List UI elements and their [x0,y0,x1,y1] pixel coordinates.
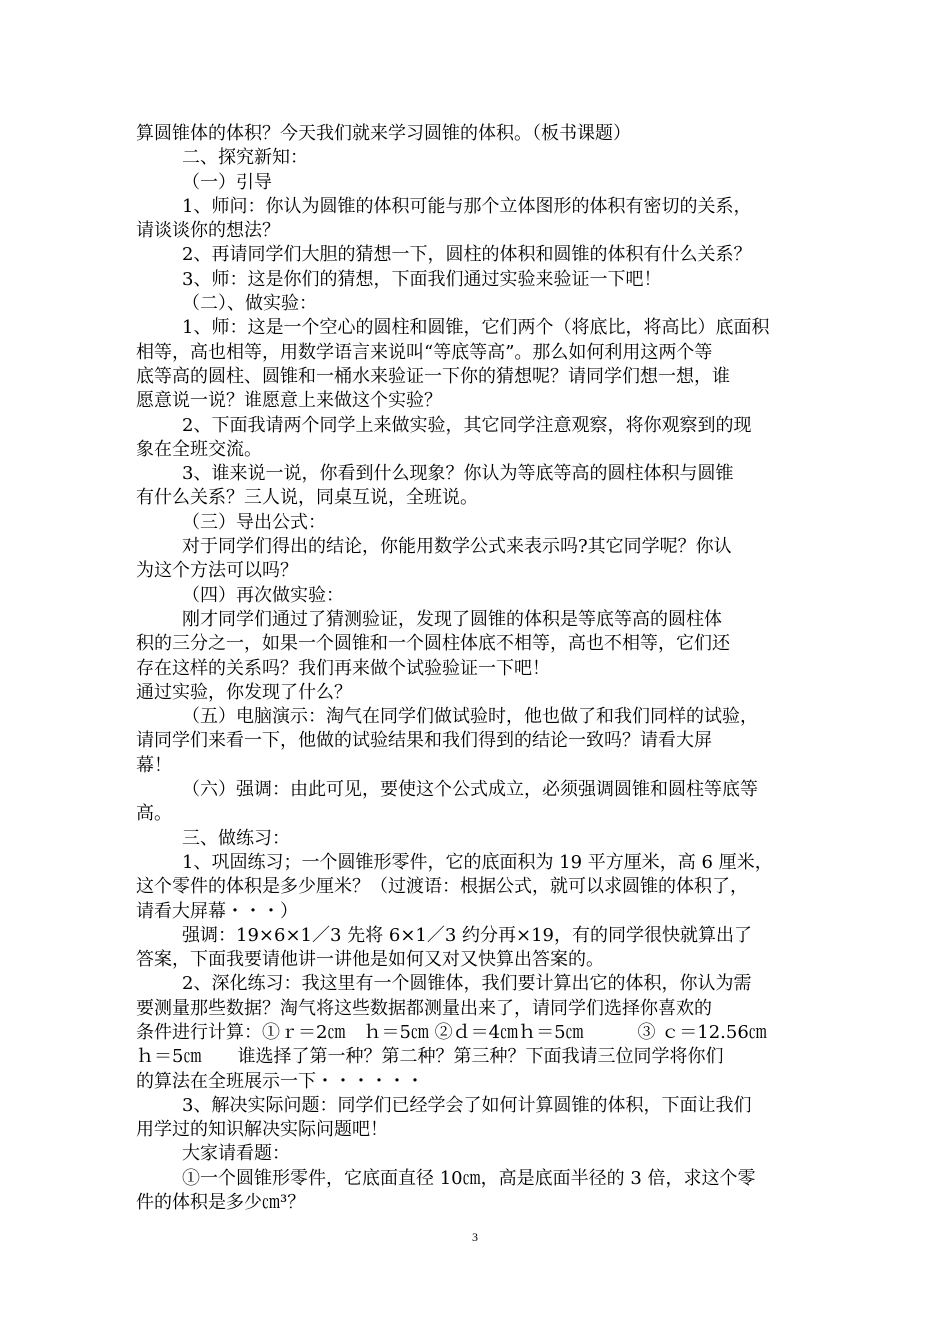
text-line: 用学过的知识解决实际问题吧！ [136,1119,388,1141]
text-line: 请看大屏幕・・・） [136,900,298,922]
subsection-heading: （四）再次做实验： [182,584,344,606]
text-line: 2、再请同学们大胆的猜想一下，圆柱的体积和圆锥的体积有什么关系？ [182,244,752,266]
text-line: 的算法在全班展示一下・・・・・・ [136,1070,424,1092]
text-line: 3、解决实际问题：同学们已经学会了如何计算圆锥的体积，下面让我们 [182,1094,752,1116]
text-line: 3、师：这是你们的猜想，下面我们通过实验来验证一下吧！ [182,268,662,290]
text-line: 3、谁来说一说，你看到什么现象？你认为等底等高的圆柱体积与圆锥 [182,463,734,485]
text-line: 刚才同学们通过了猜测验证，发现了圆锥的体积是等底等高的圆柱体 [182,608,722,630]
text-line: 件的体积是多少㎝³？ [136,1192,306,1214]
text-line: ①一个圆锥形零件，它底面直径 10㎝，高是底面半径的 3 倍，求这个零 [182,1167,756,1189]
text-line: 算圆锥体的体积？今天我们就来学习圆锥的体积。（板书课题） [136,123,631,144]
text-line: 强调：19×6×1／3 先将 6×1／3 约分再×19，有的同学很快就算出了 [182,924,753,946]
text-line: 大家请看题： [182,1143,290,1165]
text-line: 1、师：这是一个空心的圆柱和圆锥，它们两个（将底比，将高比）底面积 [182,317,770,339]
text-line: 积的三分之一，如果一个圆锥和一个圆柱体底不相等，高也不相等，它们还 [136,633,730,655]
text-line: 要测量那些数据？淘气将这些数据都测量出来了，请同学们选择你喜欢的 [136,997,712,1019]
text-line: 愿意说一说？谁愿意上来做这个实验？ [136,390,442,412]
text-line: （六）强调：由此可见，要使这个公式成立，必须强调圆锥和圆柱等底等 [182,779,758,801]
page-number: 3 [472,1230,478,1244]
text-line: 存在这样的关系吗？我们再来做个试验验证一下吧！ [136,657,550,679]
text-line: 底等高的圆柱、圆锥和一桶水来验证一下你的猜想呢？请同学们想一想，谁 [136,365,730,387]
text-line: 有什么关系？三人说，同桌互说，全班说。 [136,487,478,509]
subsection-heading: （一）引导 [182,171,272,193]
text-line: 这个零件的体积是多少厘米？（过渡语：根据公式，就可以求圆锥的体积了， [136,876,748,898]
subsection-heading: （二）、做实验： [182,293,317,315]
text-line: 1、巩固练习；一个圆锥形零件，它的底面积为 19 平方厘米，高 6 厘米， [182,851,773,873]
text-line: 请同学们来看一下，他做的试验结果和我们得到的结论一致吗？请看大屏 [136,730,712,752]
text-line: 对于同学们得出的结论，你能用数学公式来表示吗?其它同学呢？你认 [182,536,732,558]
text-line: 请谈谈你的想法？ [136,220,280,242]
document-body [136,122,876,1215]
text-line: 答案，下面我要请他讲一讲他是如何又对又快算出答案的。 [136,949,604,971]
section-heading: 二、探究新知： [182,147,308,169]
text-line: 相等，高也相等，用数学语言来说叫“等底等高”。那么如何利用这两个等 [136,341,713,363]
text-line: 条件进行计算：①ｒ＝2㎝ ｈ＝5㎝ ②ｄ＝4㎝ｈ＝5㎝ ③ ｃ＝12.56㎝ [136,1021,767,1043]
text-line: ｈ＝5㎝ 谁选择了第一种？第二种？第三种？下面我请三位同学将你们 [136,1046,724,1068]
text-line: 2、深化练习：我这里有一个圆锥体，我们要计算出它的体积，你认为需 [182,973,752,995]
text-line: 高。 [136,803,172,825]
text-line: 象在全班交流。 [136,438,262,460]
text-line: 为这个方法可以吗？ [136,560,298,582]
text-line: 2、下面我请两个同学上来做实验，其它同学注意观察，将你观察到的现 [182,414,752,436]
subsection-heading: （三）导出公式： [182,511,326,533]
section-heading: 三、做练习： [182,827,290,849]
text-line: 幕！ [136,754,172,776]
text-line: 通过实验，你发现了什么？ [136,681,352,703]
text-line: 1、师问：你认为圆锥的体积可能与那个立体图形的体积有密切的关系， [182,195,752,217]
text-line: （五）电脑演示：淘气在同学们做试验时，他也做了和我们同样的试验， [182,706,758,728]
